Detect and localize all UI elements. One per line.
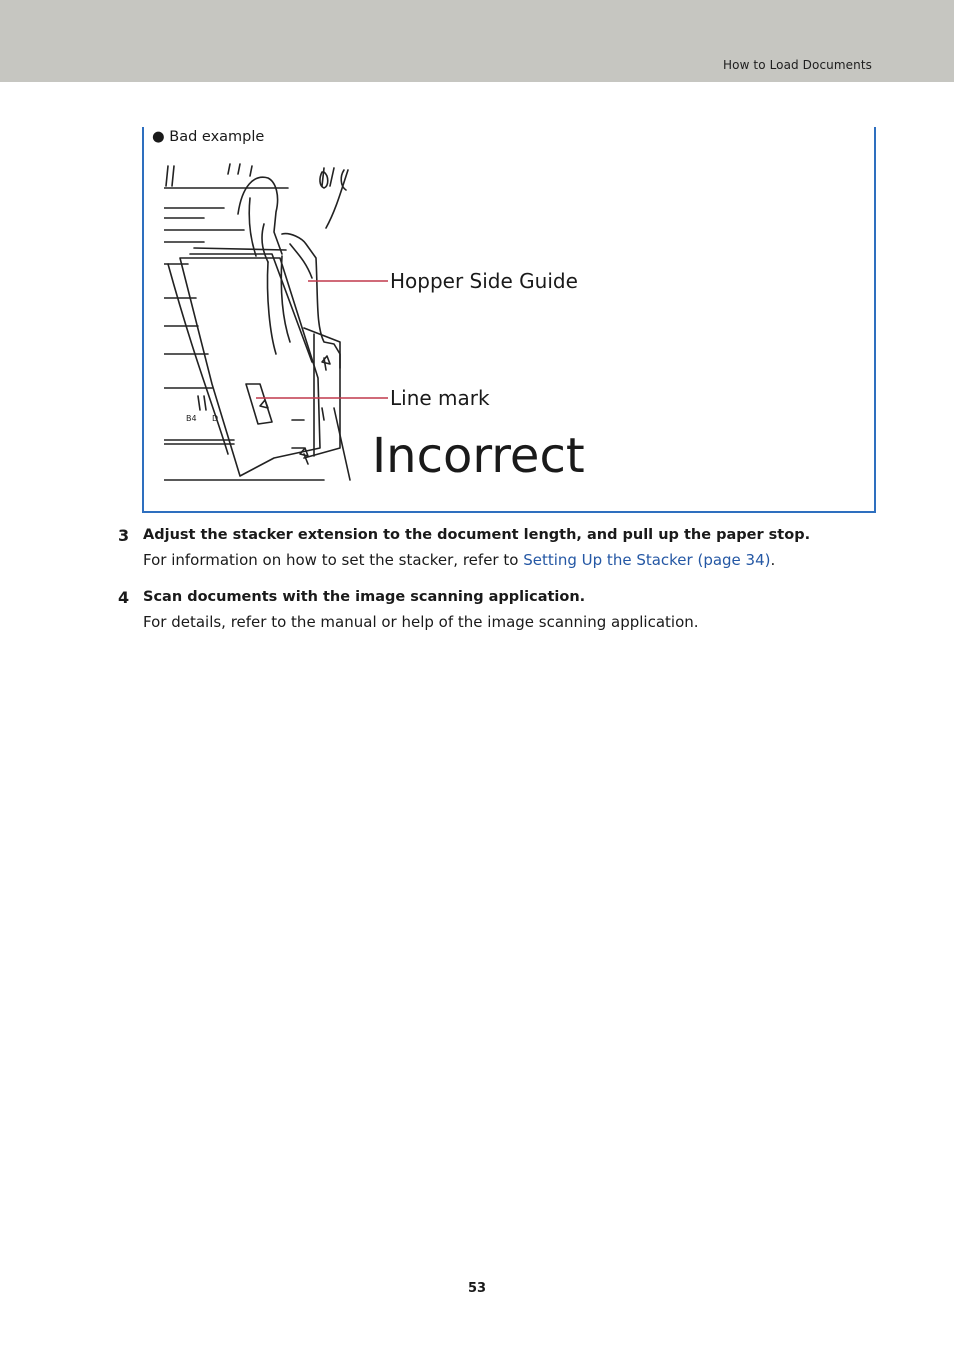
step-number: 3 xyxy=(118,526,130,545)
bullet-icon: ● xyxy=(152,129,165,145)
step-body xyxy=(143,551,775,569)
step-heading: Scan documents with the image scanning application. xyxy=(143,589,586,605)
step-number: 4 xyxy=(118,588,130,607)
example-label-text: Bad example xyxy=(169,129,265,145)
page-header xyxy=(0,0,954,82)
tray-label-b4: B4 xyxy=(186,414,197,423)
callout-hopper-side-guide: Hopper Side Guide xyxy=(390,269,578,293)
verdict-incorrect: Incorrect xyxy=(372,428,585,484)
section-title: How to Load Documents xyxy=(723,58,872,72)
example-label xyxy=(152,129,264,145)
step-body-period: . xyxy=(770,551,776,569)
stacker-setup-link[interactable]: Setting Up the Stacker (page 34) xyxy=(523,551,771,569)
step-heading: Adjust the stacker extension to the document length, and pull up the paper stop. xyxy=(143,527,811,543)
step-body: For details, refer to the manual or help of the image scanning application. xyxy=(143,613,699,631)
tray-label-d: D xyxy=(212,414,219,423)
step-body-text: For information on how to set the stacker, refer to xyxy=(143,551,524,569)
page-number: 53 xyxy=(467,1281,487,1296)
hopper-side-guide-illustration xyxy=(164,158,624,486)
callout-line-mark: Line mark xyxy=(390,386,490,410)
